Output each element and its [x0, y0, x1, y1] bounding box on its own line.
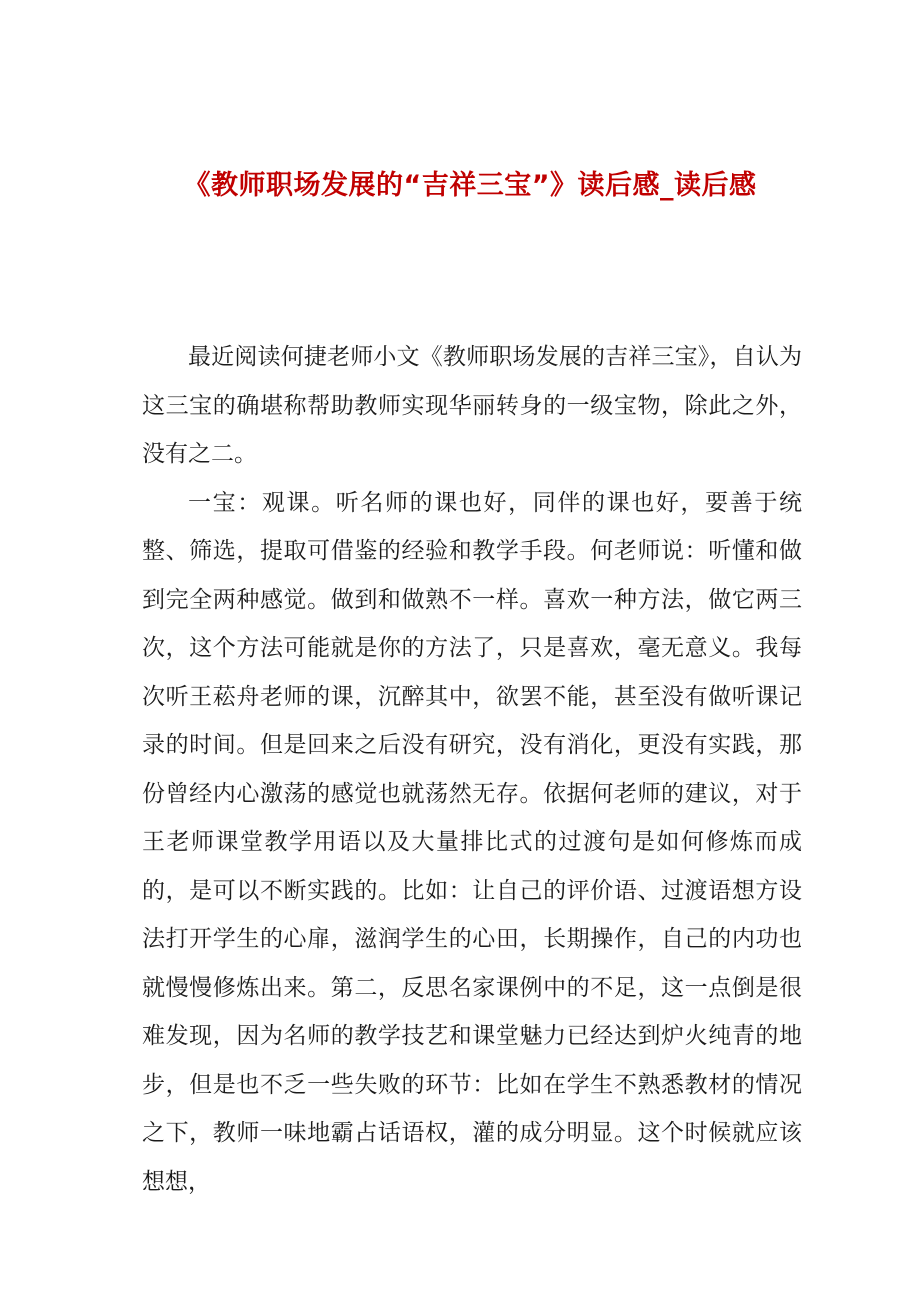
document-body: [142, 333, 802, 1206]
paragraph-intro: 最近阅读何捷老师小文《教师职场发展的吉祥三宝》，自认为这三宝的确堪称帮助教师实现华丽转身的一级宝物，除此之外，没有之二。: [142, 344, 802, 467]
document-title: 《教师职场发展的“吉祥三宝”》读后感_读后感: [183, 170, 757, 201]
paragraph-first-treasure: 一宝：观课。听名师的课也好，同伴的课也好，要善于统整、筛选，提取可借鉴的经验和教学手段。何老师说：听懂和做到完全两种感觉。做到和做熟不一样。喜欢一种方法，做它两三次，这个方法可能就是你的方法了，只是喜欢，毫无意义。我每次听王菘舟老师的课，沉醉其中，欲罢不能，甚至没有做听课记录的时间。但是回来之后没有研究，没有消化，更没有实践，那份曾经内心激荡的感觉也就荡然无存。依据何老师的建议，对于王老师课堂教学用语以及大量排比式的过渡句是如何修炼而成的，是可以不断实践的。比如：让自己的评价语、过渡语想方设法打开学生的心扉，滋润学生的心田，长期操作，自己的内功也就慢慢修炼出来。第二，反思名家课例中的不足，这一点倒是很难发现，因为名师的教学技艺和课堂魅力已经达到炉火纯青的地步，但是也不乏一些失败的环节：比如在学生不熟悉教材的情况之下，教师一味地霸占话语权，灌的成分明显。这个时候就应该想想，: [142, 489, 802, 1195]
